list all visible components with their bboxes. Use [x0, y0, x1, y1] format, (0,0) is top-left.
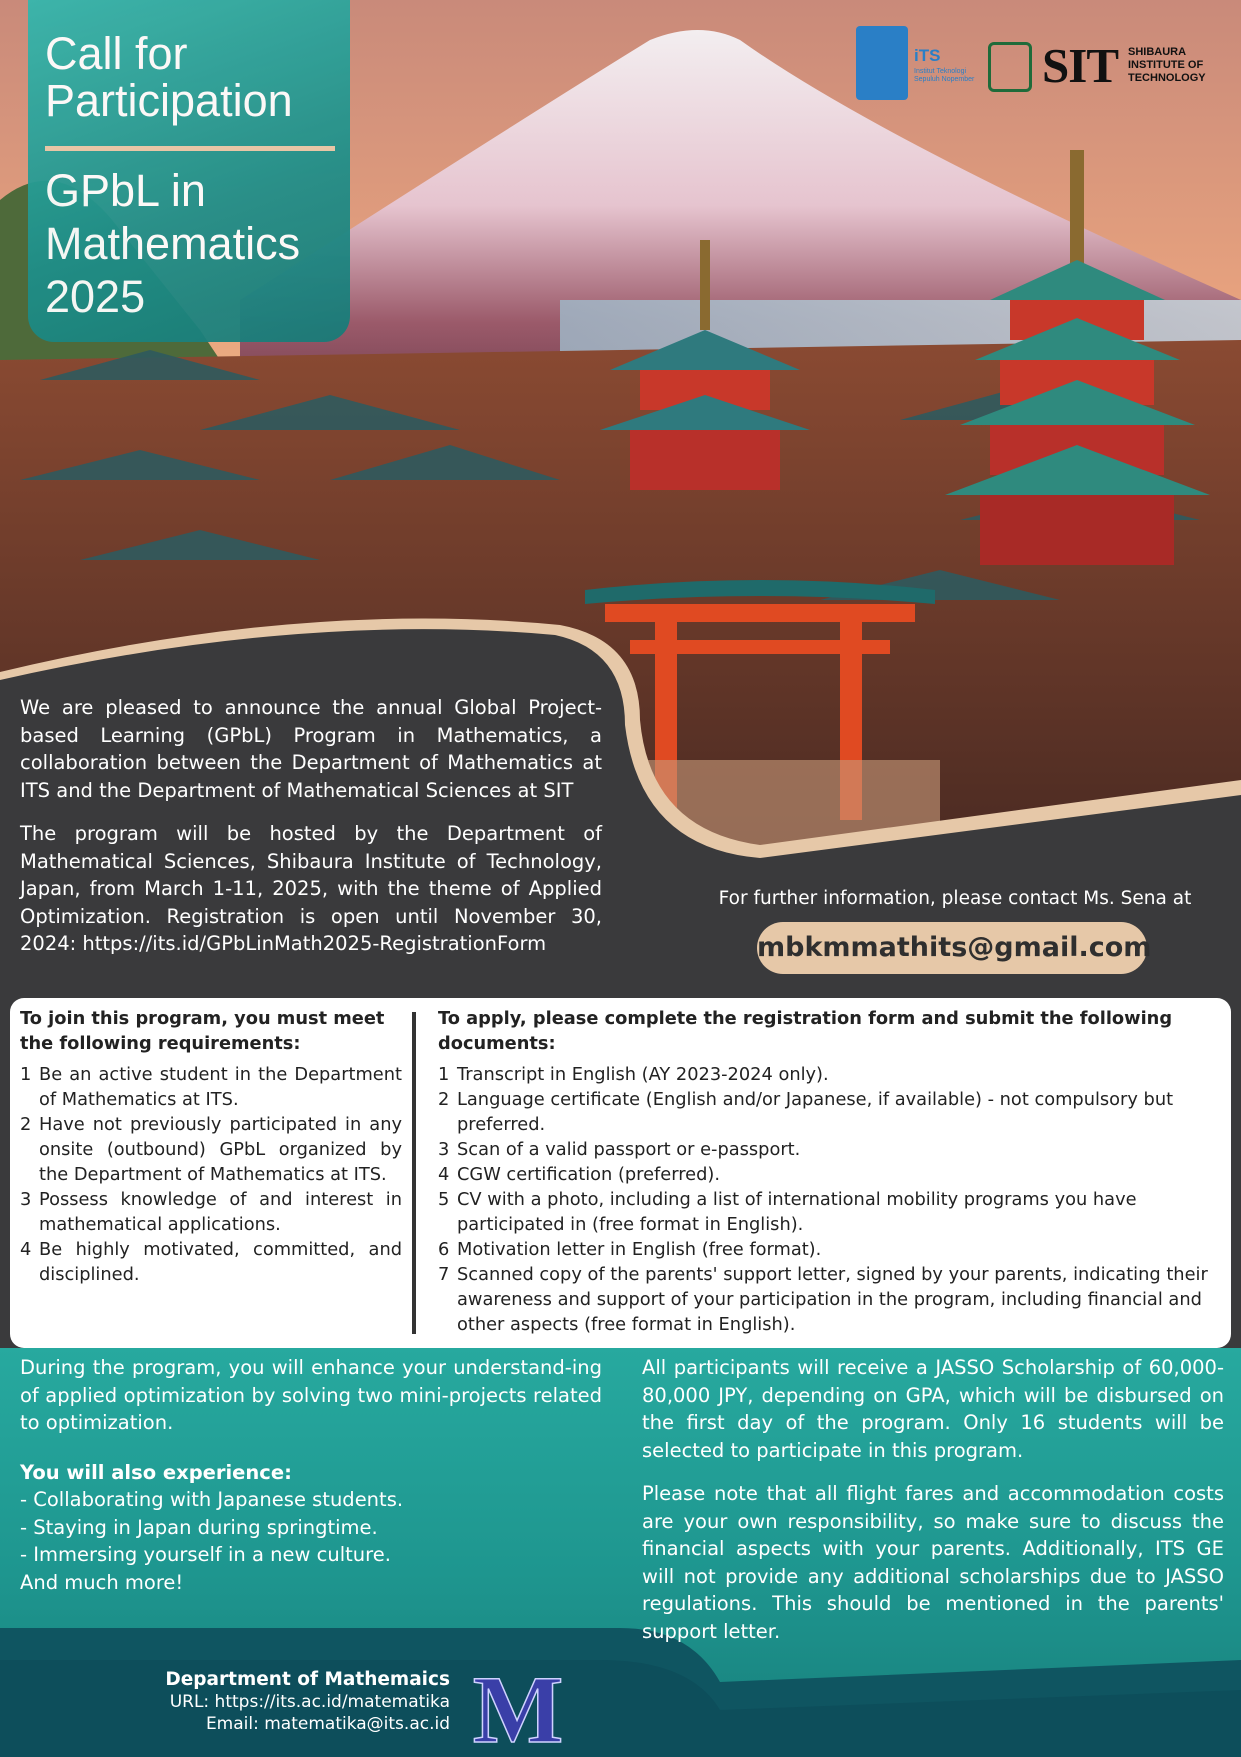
subtitle-line: Mathematics: [45, 218, 301, 269]
sit-logo-name: SIT: [1042, 38, 1119, 93]
item-text: Language certificate (English and/or Japanese, if available) - not compulsory but preferred.: [457, 1089, 1174, 1135]
item-number: 3: [438, 1139, 450, 1160]
list-item: [438, 1262, 1223, 1337]
item-text: Be an active student in the Department of Mathematics at ITS.: [39, 1064, 402, 1110]
list-item: [438, 1062, 1223, 1087]
item-number: 2: [20, 1114, 32, 1135]
footer-url[interactable]: URL: https://its.ac.id/matematika: [169, 1692, 450, 1712]
its-logo-icon: [856, 26, 908, 100]
experience-title: You will also experience:: [20, 1460, 292, 1484]
list-item: [438, 1187, 1223, 1237]
item-number: 3: [20, 1189, 32, 1210]
scholarship-paragraph: Please note that all flight fares and accommodation costs are your own responsibility, so make sure to discuss the financial aspects with your parents. Additionally, ITS GE will not provide any additional scholarships due to JASSO regulations. This should be mentioned in the parents' support letter.: [642, 1482, 1224, 1643]
item-number: 5: [438, 1189, 450, 1210]
item-text: Scanned copy of the parents' support letter, signed by your parents, indicating their awareness and support of your participation in the program, including financial and other aspects (free format in English).: [457, 1264, 1208, 1335]
documents-column: [438, 1006, 1223, 1337]
scholarship-section: [642, 1354, 1224, 1661]
footer-contact: [100, 1669, 450, 1735]
list-item: [438, 1237, 1223, 1262]
its-logo-name: iTS: [914, 46, 941, 65]
partner-logos: [856, 24, 1216, 104]
requirements-list: [20, 1062, 402, 1287]
item-number: 2: [438, 1089, 450, 1110]
experience-item: - Staying in Japan during springtime.: [20, 1515, 378, 1539]
requirements-box: [10, 998, 1231, 1348]
contact-email[interactable]: mbkmmathits@gmail.com: [757, 922, 1147, 974]
sit-logo-subtitle: SHIBAURA INSTITUTE OF TECHNOLOGY: [1128, 46, 1206, 84]
logo-letter: M: [472, 1656, 564, 1757]
item-number: 7: [438, 1264, 450, 1285]
program-intro: During the program, you will enhance your understand-ing of applied optimization by solving two mini-projects related to optimization.: [20, 1356, 602, 1434]
list-item: [20, 1112, 402, 1187]
item-number: 1: [438, 1064, 450, 1085]
item-text: Possess knowledge of and interest in mathematical applications.: [39, 1189, 402, 1235]
experience-item: - Immersing yourself in a new culture.: [20, 1543, 391, 1566]
intro-section: [20, 694, 602, 974]
documents-heading: To apply, please complete the registration form and submit the following documents:: [438, 1008, 1173, 1054]
its-logo-subtitle: Institut Teknologi Sepuluh Nopember: [914, 68, 975, 83]
item-text: Be highly motivated, committed, and disciplined.: [39, 1239, 402, 1285]
item-text: Scan of a valid passport or e-passport.: [457, 1139, 801, 1160]
list-item: [438, 1087, 1223, 1137]
program-section: [20, 1354, 602, 1596]
item-text: CV with a photo, including a list of international mobility programs you have participated in (free format in English).: [457, 1189, 1137, 1235]
item-number: 4: [20, 1239, 32, 1260]
sit-emblem-icon: [988, 42, 1032, 92]
math-department-logo-icon: [472, 1656, 564, 1757]
title-line: Call for: [45, 28, 188, 79]
footer-email[interactable]: Email: matematika@its.ac.id: [205, 1714, 450, 1734]
documents-list: [438, 1062, 1223, 1337]
list-item: [20, 1062, 402, 1112]
footer-department: Department of Mathemaics: [165, 1669, 450, 1690]
experience-item: - Collaborating with Japanese students.: [20, 1488, 404, 1511]
item-number: 1: [20, 1064, 32, 1085]
requirements-column: [20, 1006, 402, 1287]
subtitle-line: 2025: [45, 271, 146, 322]
list-item: [20, 1187, 402, 1237]
scholarship-paragraph: All participants will receive a JASSO Scholarship of 60,000-80,000 JPY, depending on GPA, which will be disbursed on the first day of the program. Only 16 students will be selected to participate in this program.: [642, 1356, 1224, 1462]
intro-paragraph: The program will be hosted by the Department of Mathematical Sciences, Shibaura Institute of Technology, Japan, from March 1-11, 2025, with the theme of Applied Optimization. Registration is open until November 30, 2024: https://its.id/GPbLinMath2025-RegistrationForm: [20, 822, 602, 955]
list-item: [438, 1162, 1223, 1187]
intro-paragraph: We are pleased to announce the annual Global Project-based Learning (GPbL) Program in Mathematics, a collaboration between the Department of Mathematics at ITS and the Department of Mathematical Sciences at SIT: [20, 696, 602, 802]
title-panel: [28, 0, 350, 342]
title-line: Participation: [45, 75, 293, 126]
contact-text: For further information, please contact Ms. Sena at: [718, 888, 1192, 909]
item-text: Motivation letter in English (free format).: [457, 1239, 822, 1260]
title-divider: [45, 146, 335, 151]
column-divider: [412, 1012, 416, 1334]
requirements-heading: To join this program, you must meet the following requirements:: [20, 1008, 385, 1054]
item-text: CGW certification (preferred).: [457, 1164, 720, 1185]
list-item: [20, 1237, 402, 1287]
item-text: Have not previously participated in any onsite (outbound) GPbL organized by the Department of Mathematics at ITS.: [39, 1114, 402, 1185]
page-title: [45, 30, 293, 124]
item-number: 6: [438, 1239, 450, 1260]
item-number: 4: [438, 1164, 450, 1185]
subtitle-line: GPbL in: [45, 165, 206, 216]
list-item: [438, 1137, 1223, 1162]
item-text: Transcript in English (AY 2023-2024 only).: [457, 1064, 829, 1085]
experience-item: And much more!: [20, 1570, 184, 1594]
page-subtitle: [45, 164, 345, 323]
